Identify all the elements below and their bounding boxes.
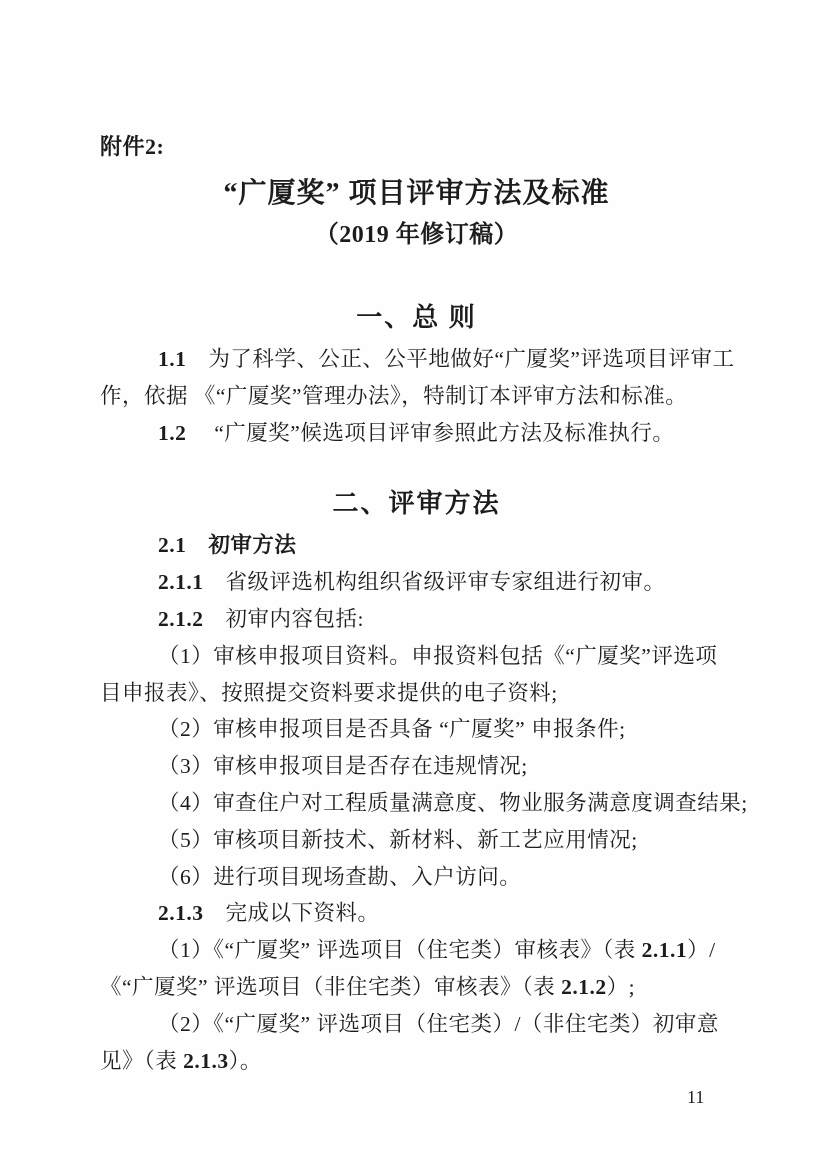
text-segment: ）。 (228, 1048, 262, 1073)
item-5 (100, 822, 733, 859)
item-3 (100, 748, 733, 785)
item-1-line-2 (100, 675, 733, 712)
text-segment: （5）审核项目新技术、新材料、新工艺应用情况; (158, 827, 638, 852)
text-segment: （4）审查住户对工程质量满意度、物业服务满意度调查结果; (158, 790, 748, 815)
result-1-line-2 (100, 969, 733, 1006)
text-segment: 《“广厦奖” 评选项目（非住宅类）审核表》（表 (100, 974, 562, 999)
bold-text-segment: 1.1 (158, 347, 187, 371)
bold-text-segment: 2.1.1 (158, 570, 204, 595)
para-2-1-3 (100, 895, 733, 932)
section-heading-method (100, 485, 733, 522)
text-segment: （6）进行项目现场查勘、入户访问。 (158, 864, 522, 889)
text-segment: （1）《“广厦奖” 评选项目（住宅类）审核表》（表 (158, 938, 642, 963)
text-segment: （1）审核申报项目资料。申报资料包括《“广厦奖”评选项 (158, 643, 718, 668)
bold-text-segment: 2.1 初审方法 (158, 533, 297, 558)
text-segment: 为了科学、公正、公平地做好“广厦奖”评选项目评审工 (186, 347, 735, 371)
text-segment: “广厦奖”候选项目评审参照此方法及标准执行。 (186, 420, 675, 445)
para-1-2 (100, 415, 733, 452)
bold-text-segment: 2.1.3 (183, 1048, 229, 1073)
bold-text-segment: 2.1.3 (158, 901, 204, 926)
bold-text-segment: 2.1.2 (561, 974, 607, 999)
bold-text-segment: 一、总 则 (356, 303, 477, 332)
text-segment: 目申报表》、按照提交资料要求提供的电子资料; (100, 680, 558, 705)
doc-title (100, 173, 733, 215)
heading-2-1 (100, 527, 733, 564)
text-segment: （2）《“广厦奖” 评选项目（住宅类）/（非住宅类）初审意 (158, 1011, 719, 1036)
bold-text-segment: 1.2 (158, 420, 187, 445)
text-segment: 作，依据 《“广厦奖”管理办法》，特制订本评审方法和标准。 (100, 383, 688, 408)
bold-text-segment: 附件2: (100, 134, 165, 159)
text-segment: 完成以下资料。 (203, 901, 380, 926)
page-number: 11 (687, 1087, 705, 1107)
bold-text-segment: “广厦奖” 项目评审方法及标准 (223, 178, 610, 209)
text-segment: ）/ (687, 938, 716, 963)
text-segment: （3）审核申报项目是否存在违规情况; (158, 754, 528, 779)
para-1-1-line-2 (100, 378, 733, 415)
item-2 (100, 711, 733, 748)
bold-text-segment: （2019 年修订稿） (314, 222, 519, 248)
bold-text-segment: 2.1.1 (641, 938, 688, 963)
para-1-1-line-1 (100, 341, 733, 378)
para-2-1-2 (100, 601, 733, 638)
result-1-line-1 (100, 932, 733, 969)
para-2-1-1 (100, 564, 733, 601)
text-segment: 见》（表 (100, 1048, 184, 1073)
section-heading-general (100, 299, 733, 336)
item-1-line-1 (100, 638, 733, 675)
text-segment: 省级评选机构组织省级评审专家组进行初审。 (203, 570, 666, 595)
document-body (100, 0, 748, 1079)
bold-text-segment: 2.1.2 (158, 606, 204, 631)
item-6 (100, 859, 733, 896)
text-segment: 初审内容包括: (203, 606, 364, 631)
text-segment: （2）审核申报项目是否具备 “广厦奖” 申报条件; (158, 717, 626, 742)
text-segment: ）; (606, 974, 636, 999)
doc-subtitle (100, 218, 733, 252)
attachment-label (100, 131, 733, 163)
result-2-line-2 (100, 1043, 733, 1080)
item-4 (100, 785, 748, 822)
result-2-line-1 (100, 1006, 733, 1043)
bold-text-segment: 二、评审方法 (332, 489, 501, 519)
